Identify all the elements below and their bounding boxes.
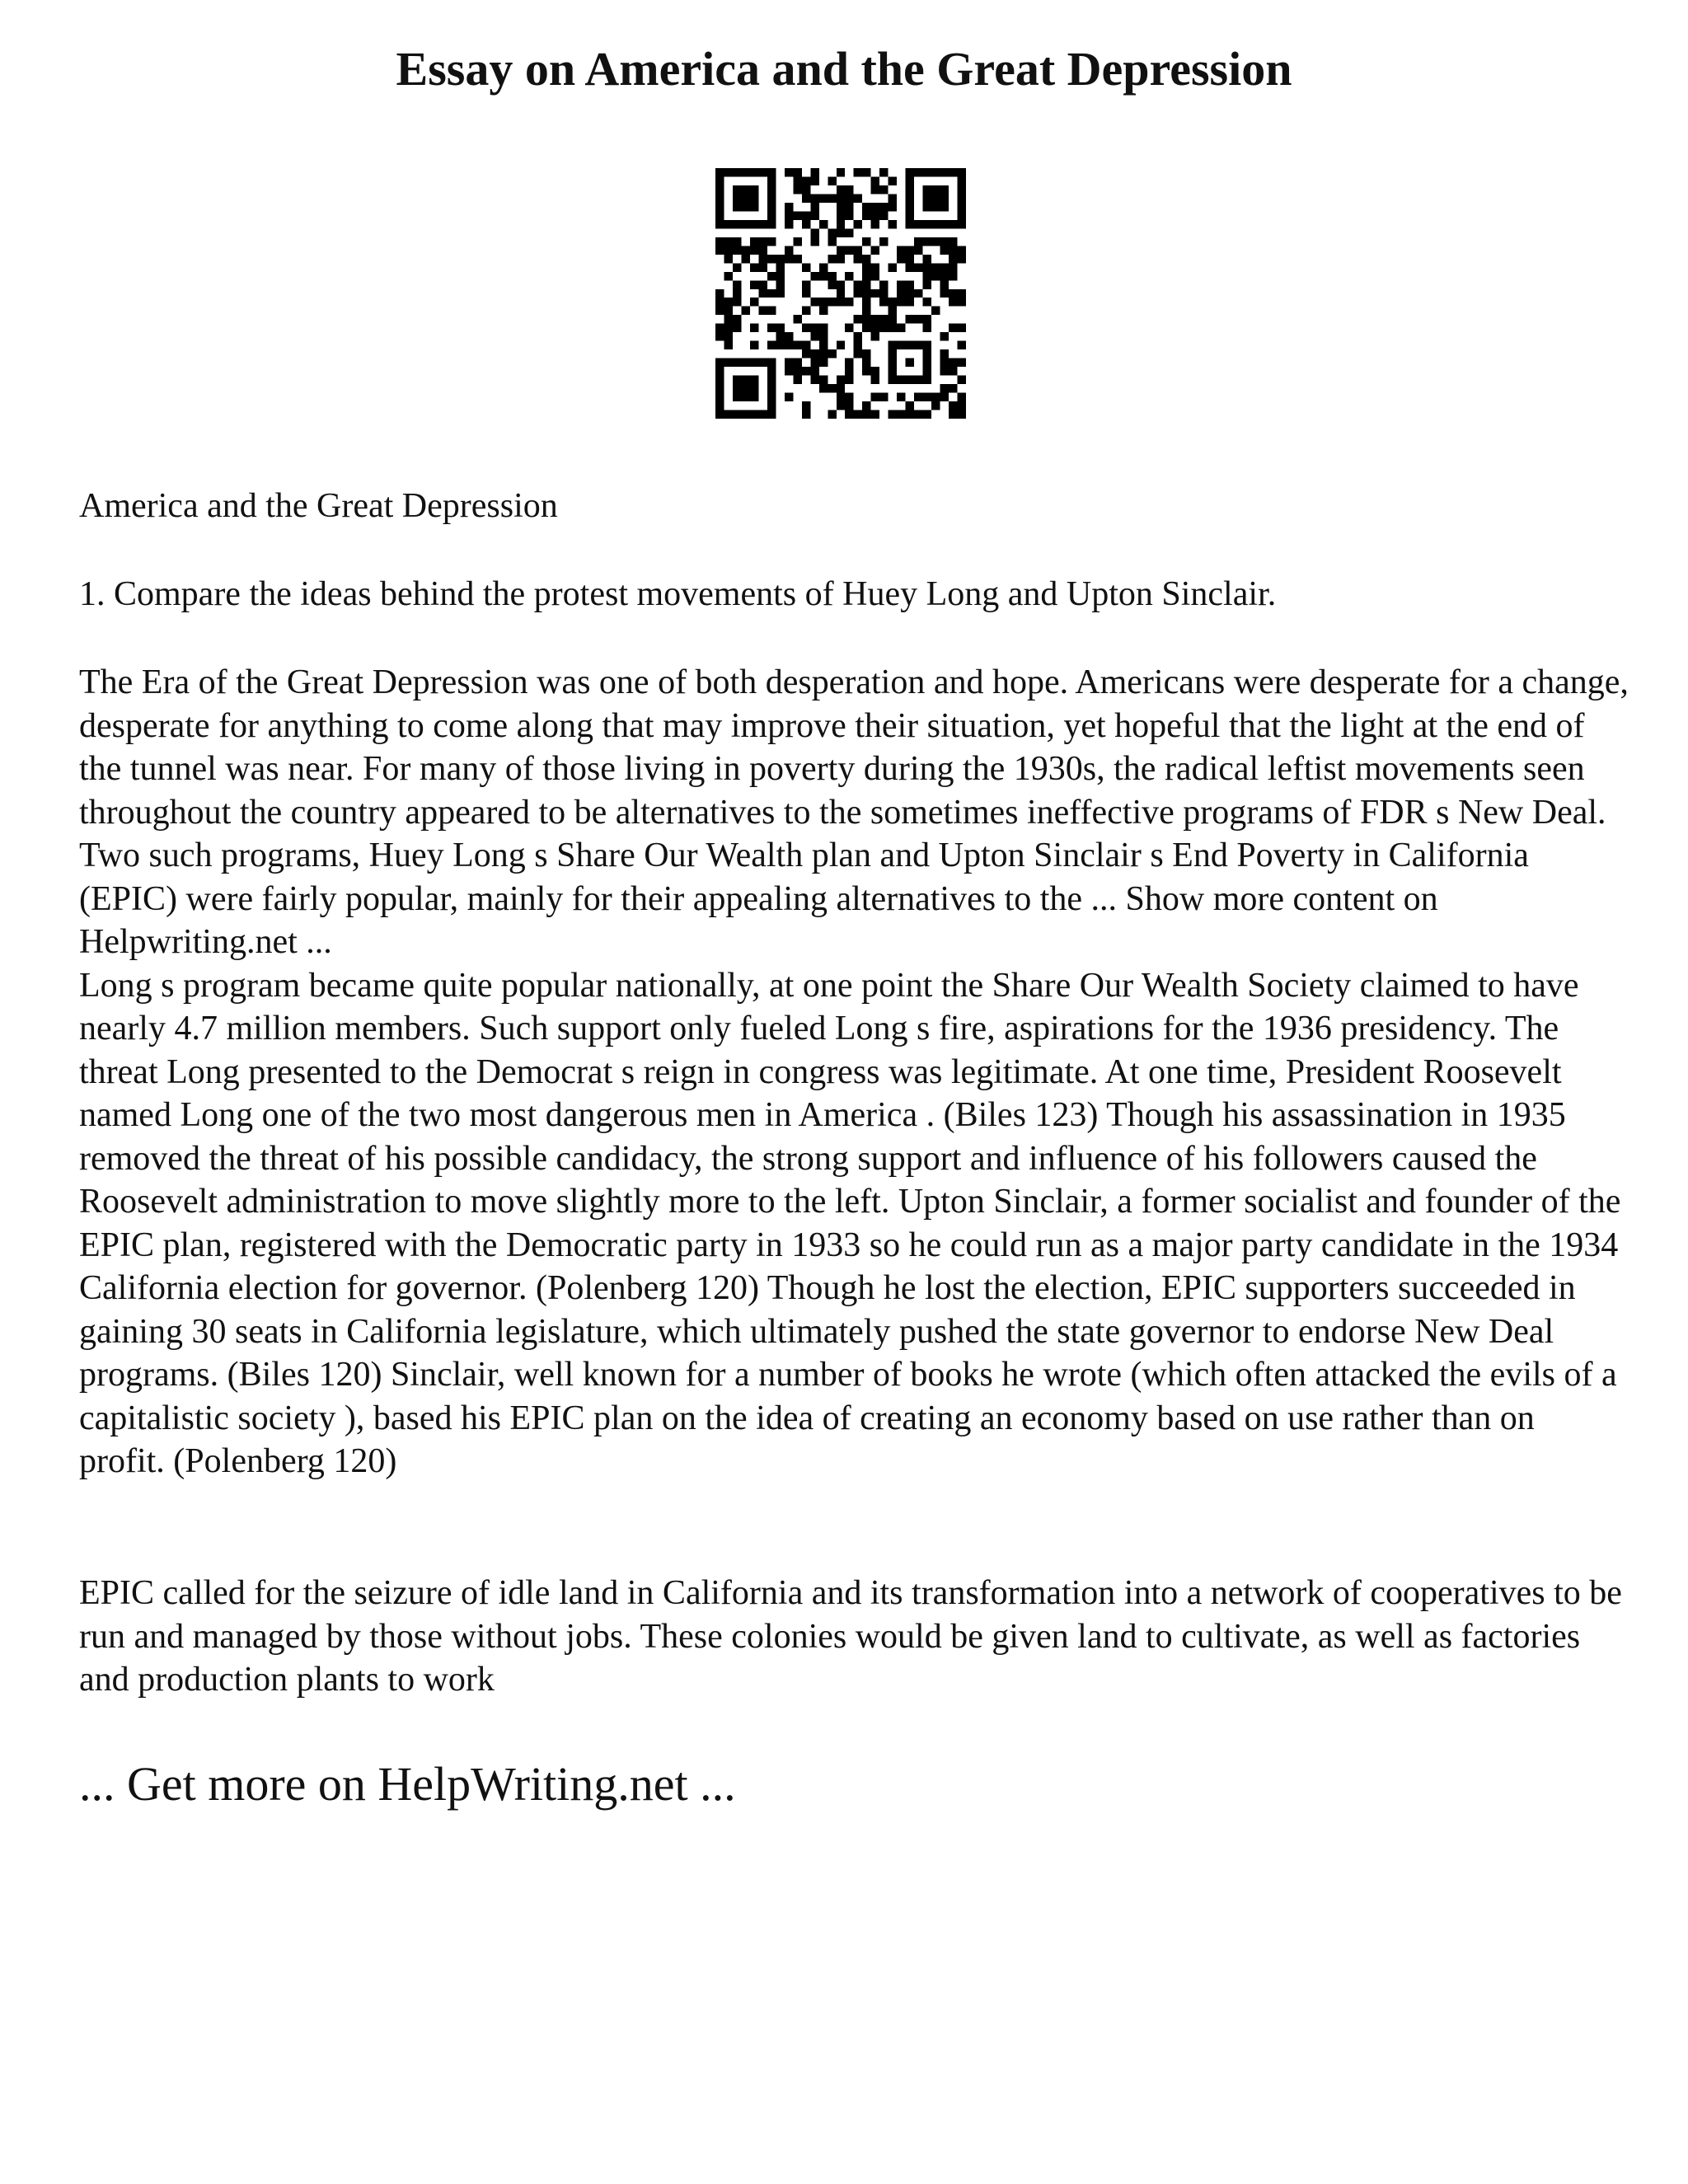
paragraph: EPIC called for the seizure of idle land in California and its transformation into a network of cooperatives to be run and managed by those without jobs. These colonies would be given land to cultivate, as well as factories and production plants to work <box>79 1574 1622 1699</box>
essay-body-continued <box>79 1572 1629 1702</box>
page-title: Essay on America and the Great Depression <box>396 42 1292 96</box>
paragraph: The Era of the Great Depression was one of both desperation and hope. Americans were desperate for a change, desperate for anything to come along that may improve their situation, yet hopeful that the light at the end of the tunnel was near. For many of those living in poverty during the 1930s, the radical leftist movements seen throughout the country appeared to be alternatives to the sometimes ineffective programs of FDR s New Deal. Two such programs, Huey Long s Share Our Wealth plan and Upton Sinclair s End Poverty in California (EPIC) were fairly popular, mainly for their appealing alternatives to the ... Show more content on Helpwriting.net ... <box>79 663 1629 961</box>
essay-question: 1. Compare the ideas behind the protest movements of Huey Long and Upton Sinclair. <box>79 575 1277 613</box>
essay-subtitle: America and the Great Depression <box>79 487 558 525</box>
qr-code-icon <box>715 168 966 419</box>
essay-body <box>79 661 1629 1483</box>
get-more-link[interactable]: ... Get more on HelpWriting.net ... <box>79 1757 736 1811</box>
paragraph: Long s program became quite popular nationally, at one point the Share Our Wealth Society claimed to have nearly 4.7 million members. Such support only fueled Long s fire, aspirations for the 1936 presidency. The threat Long presented to the Democrat s reign in congress was legitimate. At one time, President Roosevelt named Long one of the two most dangerous men in America . (Biles 123) Though his assassination in 1935 removed the threat of his possible candidacy, the strong support and influence of his followers caused the Roosevelt administration to move slightly more to the left. Upton Sinclair, a former socialist and founder of the EPIC plan, registered with the Democratic party in 1933 so he could run as a major party candidate in the 1934 California election for governor. (Polenberg 120) Though he lost the election, EPIC supporters succeeded in gaining 30 seats in California legislature, which ultimately pushed the state governor to endorse New Deal programs. (Biles 120) Sinclair, well known for a number of books he wrote (which often attacked the evils of a capitalistic society ), based his EPIC plan on the idea of creating an economy based on use rather than on profit. (Polenberg 120) <box>79 966 1621 1480</box>
